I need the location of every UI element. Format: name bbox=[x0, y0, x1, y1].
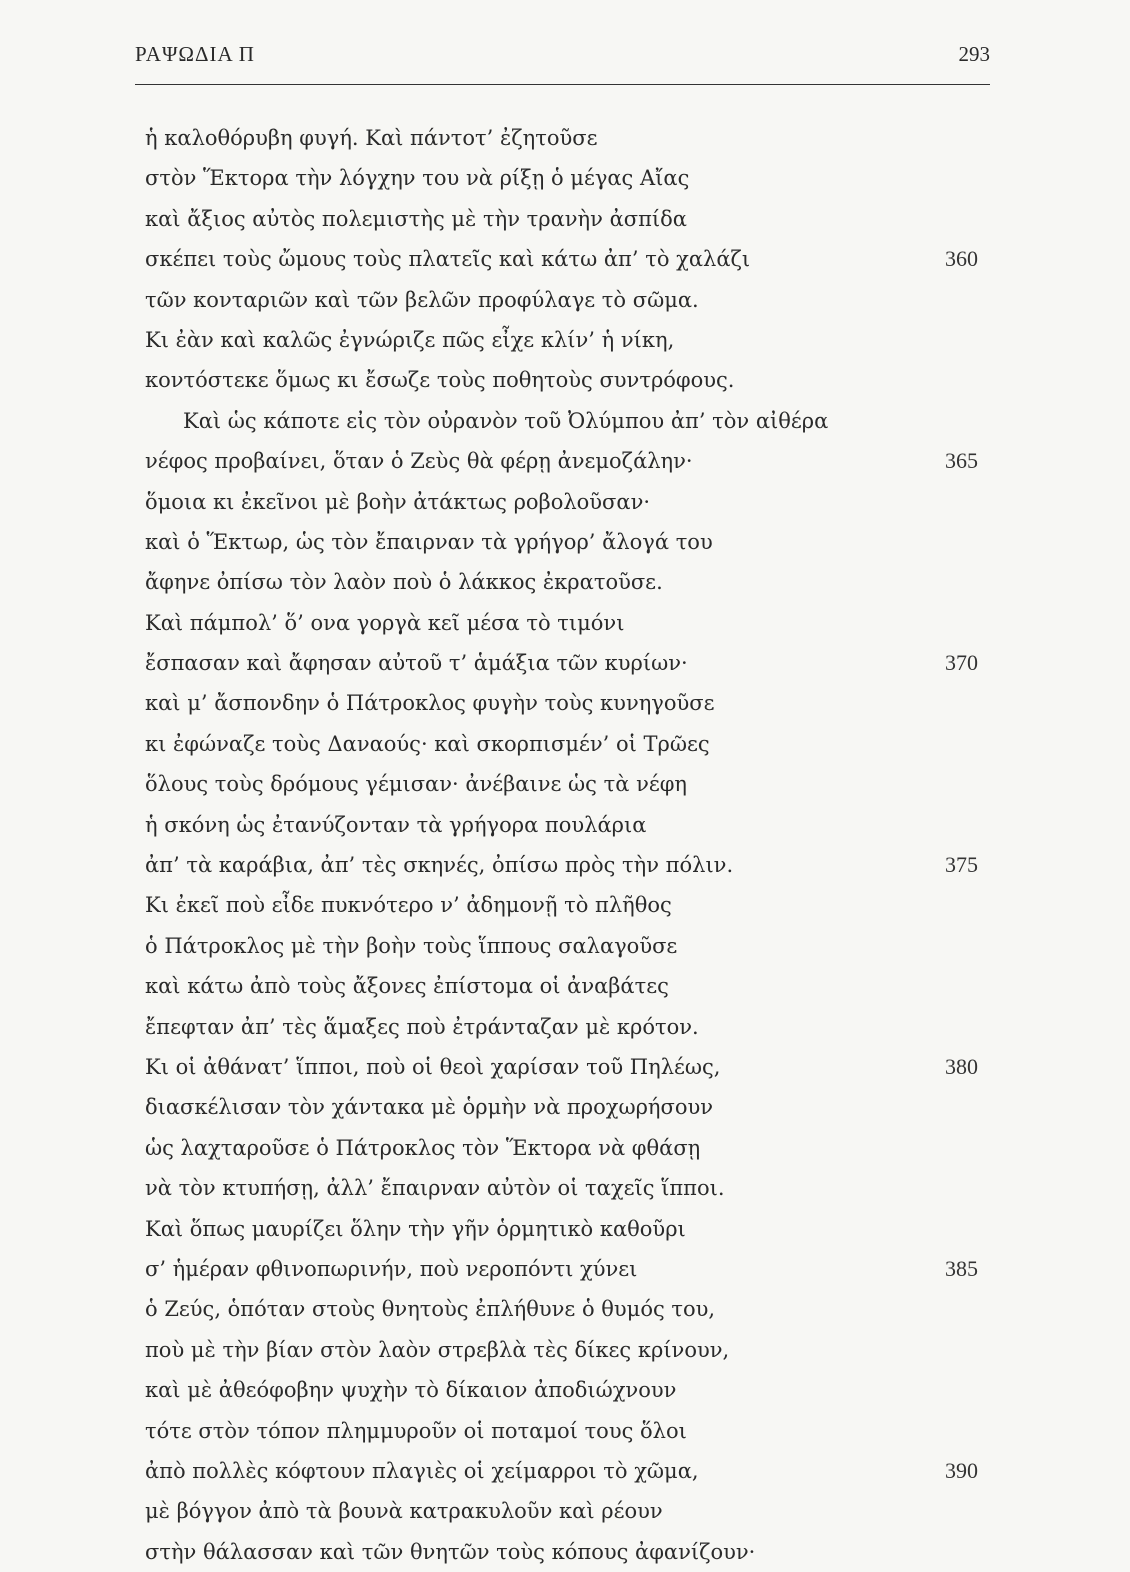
verse-line-text: ποὺ μὲ τὴν βίαν στὸν λαὸν στρεβλὰ τὲς δίκες κρίνουν, bbox=[145, 1337, 730, 1362]
line-number: 370 bbox=[945, 650, 978, 676]
verse-line bbox=[145, 845, 1025, 885]
verse-line-text: Κι οἱ ἀθάνατ’ ἵπποι, ποὺ οἱ θεοὶ χαρίσαν τοῦ Πηλέως, bbox=[145, 1054, 721, 1079]
verse-line bbox=[145, 1330, 1025, 1370]
verse-line bbox=[145, 1249, 1025, 1289]
verse-line-text: ὡς λαχταροῦσε ὁ Πάτροκλος τὸν Ἕκτορα νὰ φθάσῃ bbox=[145, 1135, 701, 1160]
line-number: 365 bbox=[945, 448, 978, 474]
verse-line bbox=[145, 1128, 1025, 1168]
page-number: 293 bbox=[958, 42, 990, 66]
verse-line-text: νέφος προβαίνει, ὅταν ὁ Ζεὺς θὰ φέρῃ ἀνεμοζάλην· bbox=[145, 449, 693, 474]
verse-block bbox=[145, 118, 1025, 1572]
line-number: 360 bbox=[945, 246, 978, 272]
verse-line bbox=[145, 1087, 1025, 1127]
verse-line bbox=[145, 1451, 1025, 1491]
verse-line-text: Κι ἐὰν καὶ καλῶς ἐγνώριζε πῶς εἶχε κλίν’ ἡ νίκη, bbox=[145, 327, 675, 352]
verse-line-text: σκέπει τοὺς ὤμους τοὺς πλατεῖς καὶ κάτω ἀπ’ τὸ χαλάζι bbox=[145, 247, 751, 272]
verse-line bbox=[145, 885, 1025, 925]
verse-line bbox=[145, 482, 1025, 522]
verse-line-text: ἄφηνε ὀπίσω τὸν λαὸν ποὺ ὁ λάκκος ἐκρατοῦσε. bbox=[145, 570, 663, 595]
verse-line bbox=[145, 199, 1025, 239]
verse-line-text: ὅμοια κι ἐκεῖνοι μὲ βοὴν ἀτάκτως ροβολοῦσαν· bbox=[145, 489, 651, 514]
verse-line bbox=[145, 441, 1025, 481]
verse-line-text: τῶν κονταριῶν καὶ τῶν βελῶν προφύλαγε τὸ σῶμα. bbox=[145, 287, 699, 312]
verse-line-text: καὶ ἄξιος αὐτὸς πολεμιστὴς μὲ τὴν τρανὴν ἀσπίδα bbox=[145, 206, 687, 231]
verse-line-text: ἡ σκόνη ὡς ἐτανύζονταν τὰ γρήγορα πουλάρια bbox=[145, 812, 647, 837]
verse-line bbox=[145, 522, 1025, 562]
verse-line bbox=[145, 683, 1025, 723]
header-rule bbox=[135, 84, 990, 85]
verse-line bbox=[145, 239, 1025, 279]
verse-line-text: διασκέλισαν τὸν χάντακα μὲ ὁρμὴν νὰ προχωρήσουν bbox=[145, 1095, 714, 1120]
verse-line-text: ὁ Πάτροκλος μὲ τὴν βοὴν τοὺς ἵππους σαλαγοῦσε bbox=[145, 933, 678, 958]
verse-line-text: ἔπεφταν ἀπ’ τὲς ἅμαξες ποὺ ἐτράνταζαν μὲ κρότον. bbox=[145, 1014, 699, 1039]
verse-line bbox=[145, 158, 1025, 198]
verse-line-text: σ’ ἡμέραν φθινοπωρινήν, ποὺ νεροπόντι χύνει bbox=[145, 1256, 638, 1281]
verse-line bbox=[145, 1047, 1025, 1087]
verse-line-text: καὶ κάτω ἀπὸ τοὺς ἄξονες ἐπίστομα οἱ ἀναβάτες bbox=[145, 974, 669, 999]
verse-line bbox=[145, 280, 1025, 320]
verse-line bbox=[145, 320, 1025, 360]
line-number: 375 bbox=[945, 852, 978, 878]
verse-line bbox=[145, 1370, 1025, 1410]
verse-line bbox=[145, 966, 1025, 1006]
verse-line bbox=[145, 764, 1025, 804]
verse-line-text: ὅλους τοὺς δρόμους γέμισαν· ἀνέβαινε ὡς τὰ νέφη bbox=[145, 772, 688, 797]
verse-line bbox=[145, 643, 1025, 683]
verse-line-text: στὴν θάλασσαν καὶ τῶν θνητῶν τοὺς κόπους ἀφανίζουν· bbox=[145, 1539, 756, 1564]
verse-line bbox=[145, 360, 1025, 400]
verse-line bbox=[145, 1007, 1025, 1047]
verse-line-text: στὸν Ἕκτορα τὴν λόγχην του νὰ ρίξῃ ὁ μέγας Αἴας bbox=[145, 166, 690, 191]
verse-line-text: κοντόστεκε ὅμως κι ἔσωζε τοὺς ποθητοὺς συντρόφους. bbox=[145, 368, 735, 393]
line-number: 380 bbox=[945, 1053, 978, 1079]
verse-line bbox=[145, 1532, 1025, 1572]
verse-line bbox=[145, 1168, 1025, 1208]
verse-line-text: Κι ἐκεῖ ποὺ εἶδε πυκνότερο ν’ ἀδημονῇ τὸ πλῆθος bbox=[145, 893, 672, 918]
verse-line-text: μὲ βόγγον ἀπὸ τὰ βουνὰ κατρακυλοῦν καὶ ρέουν bbox=[145, 1499, 663, 1524]
running-head bbox=[135, 42, 990, 82]
verse-line-text: Καὶ ὅπως μαυρίζει ὅλην τὴν γῆν ὁρμητικὸ καθοῦρι bbox=[145, 1216, 686, 1241]
verse-line-text: Καὶ ὡς κάποτε εἰς τὸν οὐρανὸν τοῦ Ὀλύμπου ἀπ’ τὸν αἰθέρα bbox=[183, 408, 829, 433]
verse-line bbox=[145, 603, 1025, 643]
verse-line bbox=[145, 805, 1025, 845]
verse-line bbox=[145, 118, 1025, 158]
verse-line bbox=[145, 1289, 1025, 1329]
verse-line-text: καὶ μ’ ἄσπονδην ὁ Πάτροκλος φυγὴν τοὺς κυνηγοῦσε bbox=[145, 691, 715, 716]
verse-line bbox=[145, 724, 1025, 764]
verse-line-text: ἡ καλοθόρυβη φυγή. Καὶ πάντοτ’ ἐζητοῦσε bbox=[145, 126, 598, 150]
verse-line bbox=[145, 1491, 1025, 1531]
verse-line-text: ἀπὸ πολλὲς κόφτουν πλαγιὲς οἱ χείμαρροι τὸ χῶμα, bbox=[145, 1458, 699, 1483]
verse-line-text: καὶ μὲ ἀθεόφοβην ψυχὴν τὸ δίκαιον ἀποδιώχνουν bbox=[145, 1378, 677, 1403]
verse-line-text: νὰ τὸν κτυπήσῃ, ἀλλ’ ἔπαιρναν αὐτὸν οἱ ταχεῖς ἵπποι. bbox=[145, 1176, 725, 1201]
verse-line bbox=[145, 1411, 1025, 1451]
verse-line-text: ὁ Ζεύς, ὁπόταν στοὺς θνητοὺς ἐπλήθυνε ὁ θυμός του, bbox=[145, 1297, 716, 1322]
line-number: 390 bbox=[945, 1457, 978, 1483]
running-title: ΡΑΨΩΔΙΑ Π bbox=[135, 42, 255, 66]
verse-line bbox=[145, 562, 1025, 602]
verse-line-text: Καὶ πάμπολ’ ὅ’ ονα γοργὰ κεῖ μέσα τὸ τιμόνι bbox=[145, 610, 625, 635]
verse-line-text: τότε στὸν τόπον πλημμυροῦν οἱ ποταμοί τους ὅλοι bbox=[145, 1418, 687, 1443]
verse-line-text: κι ἐφώναζε τοὺς Δαναούς· καὶ σκορπισμέν’ οἱ Τρῶες bbox=[145, 731, 710, 756]
verse-line bbox=[145, 1209, 1025, 1249]
verse-line-text: καὶ ὁ Ἕκτωρ, ὡς τὸν ἔπαιρναν τὰ γρήγορ’ ἄλογά του bbox=[145, 529, 713, 554]
verse-line-text: ἔσπασαν καὶ ἄφησαν αὐτοῦ τ’ ἁμάξια τῶν κυρίων· bbox=[145, 651, 688, 676]
verse-line bbox=[145, 401, 1025, 441]
verse-line-text: ἀπ’ τὰ καράβια, ἀπ’ τὲς σκηνές, ὀπίσω πρὸς τὴν πόλιν. bbox=[145, 853, 734, 878]
line-number: 385 bbox=[945, 1255, 978, 1281]
verse-line bbox=[145, 926, 1025, 966]
